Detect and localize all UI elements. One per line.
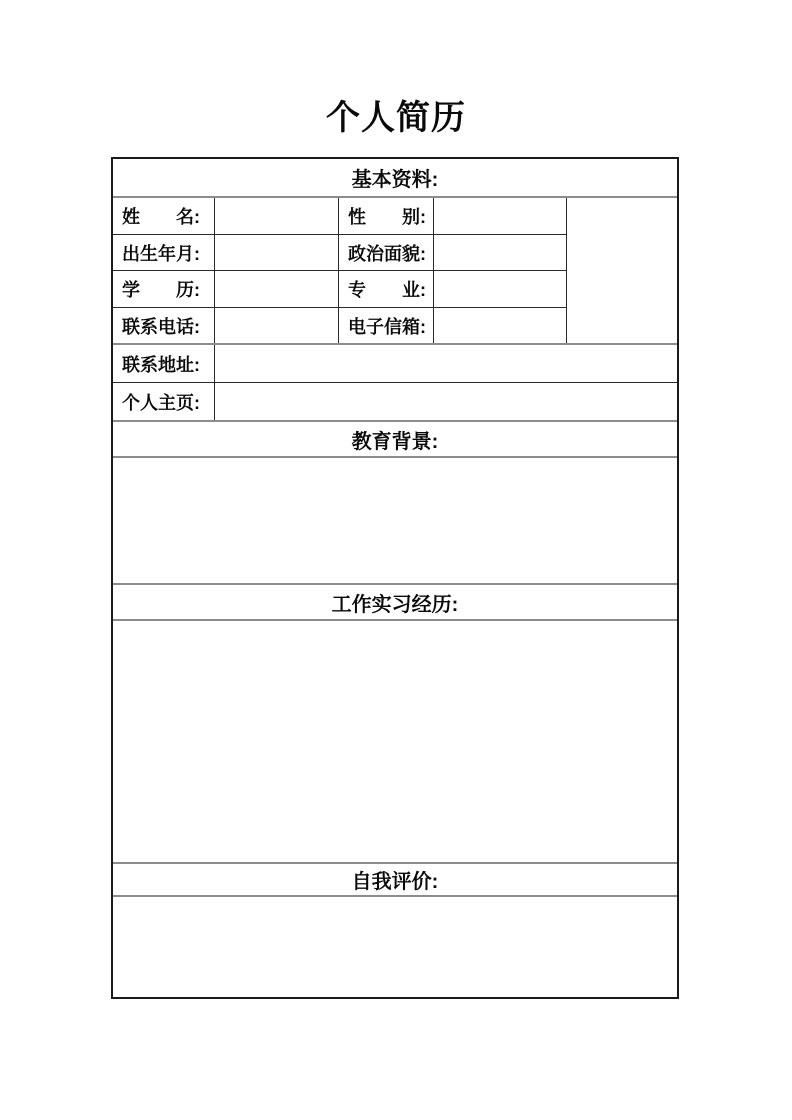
basic-info-grid <box>113 198 677 345</box>
work-experience-content-area[interactable] <box>113 621 677 862</box>
gender-label: 性 别: <box>339 198 434 235</box>
education-section-header: 教育背景: <box>113 420 677 458</box>
political-status-label: 政治面貌: <box>339 235 434 271</box>
self-evaluation-content-area[interactable] <box>113 897 677 997</box>
email-value-cell[interactable] <box>434 308 567 343</box>
political-status-value-cell[interactable] <box>434 235 567 271</box>
address-value-cell[interactable] <box>215 345 677 382</box>
email-label: 电子信箱: <box>339 308 434 343</box>
homepage-label: 个人主页: <box>113 383 215 420</box>
resume-table <box>111 157 679 999</box>
phone-value-cell[interactable] <box>215 308 339 343</box>
education-level-value-cell[interactable] <box>215 271 339 308</box>
name-label: 姓 名: <box>113 198 215 235</box>
major-value-cell[interactable] <box>434 271 567 308</box>
phone-label: 联系电话: <box>113 308 215 343</box>
major-label: 专 业: <box>339 271 434 308</box>
education-content-area[interactable] <box>113 458 677 583</box>
address-row <box>113 345 677 383</box>
name-value-cell[interactable] <box>215 198 339 235</box>
photo-cell[interactable] <box>567 198 677 343</box>
birth-date-label: 出生年月: <box>113 235 215 271</box>
gender-value-cell[interactable] <box>434 198 567 235</box>
homepage-value-cell[interactable] <box>215 383 677 420</box>
basic-info-section-header: 基本资料: <box>113 159 677 198</box>
birth-date-value-cell[interactable] <box>215 235 339 271</box>
page-title: 个人简历 <box>326 99 466 137</box>
work-experience-section-header: 工作实习经历: <box>113 583 677 621</box>
education-level-label: 学 历: <box>113 271 215 308</box>
self-evaluation-section-header: 自我评价: <box>113 862 677 897</box>
homepage-row <box>113 383 677 420</box>
address-label: 联系地址: <box>113 345 215 382</box>
